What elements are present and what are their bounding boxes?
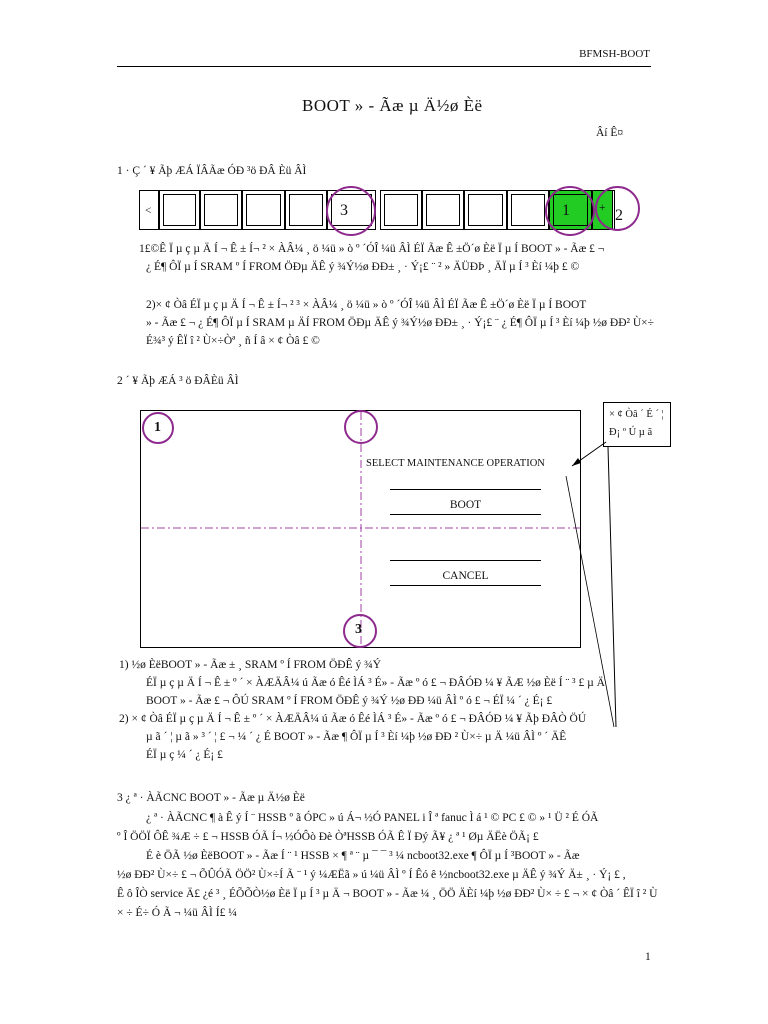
cancel-option[interactable]: CANCEL [442,570,489,582]
callout-line: × ¢ Òâ ´ É ´ ¦ [609,409,664,420]
section3-line: Ê ô ÎÒ service Ä£ ¿é ³ ¸ ÉÕÕÒ½ø Èë Ï µ Í ³ µ Ä ¬ BOOT » - Ãæ ¼ ¸ ÖÖ ÄÈí ¼þ ½ø ÐÐ² Ù× ÷ £ ¬ × ¢ Òâ ´ ÊÏ î ² Ù [117,888,658,900]
boot-option[interactable]: BOOT [449,499,482,511]
section3-line: ¿ ª · ÀÃCNC ¶ à Ê ý Í ¨ HSSB º ã ÓPC » ú Á¬ ½Ó PANEL i Î ª fanuc Ì á ¹ © PC £ © » ¹ Ü ² É ÓÃ [146,812,599,824]
section1-line: » - Ãæ £ ¬ ¿ É¶ ÔÏ µ Í SRAM µ ÄÍ FROM ÖÐµ ÄÊ ý ¾Ý½ø ÐÐ± ¸ · Ý¡£ ¨ ¿ É¶ ÔÏ µ Í ³ Èí ¼þ ½ø ÐÐ² Ù×÷ [146,317,654,329]
section2-note: ÉÏ µ ç ¼ ´ ¿ É¡ £ [146,749,223,761]
author-name: Âí Ê¤ [596,127,624,139]
section3-line: º Î ÖÖÏ ÔÊ ¾Æ ÷ £ ¬ HSSB ÓÃ Í¬ ½ÓÔò Ðè ÒªHSSB ÓÃ Ê Ï Ðý Ã¥ ¿ ª ¹ Øµ ÄËè ÖÃ¡ £ [117,831,539,843]
page-title: BOOT » - Ãæ µ Ä½ø Èë [302,96,483,115]
key-number-3: 3 [340,202,348,219]
callout-line: Ð¡ º Ú µ ã [609,427,653,438]
header-label: BFMSH-BOOT [579,48,650,60]
section1-line: É¾³ ý ÊÏ î ² Ù×÷Òª ¸ ñ Í â × ¢ Òâ £ © [146,335,320,347]
screen-circle-top [344,410,378,444]
section3-line: É è ÖÃ ½ø ÈëBOOT » - Ãæ Í ¨ ¹ HSSB × ¶ ª ¨ µ ¯ ¯ ³ ¼ ncboot32.exe ¶ ÔÏ µ Í ³BOOT » - Ãæ [146,850,580,862]
section2-note: ÉÏ µ ç µ Ä Í ¬ Ê ± º ´ × ÀÆÄÂ¼ ú Ãæ ó Êé ÌÁ ³ É» - Ãæ º ó £ ¬ ÐÂÓÐ ¼ ¥ ÃÆ ½ø Èë Í ¨ ³ £ µ Ä [146,677,605,689]
section3-line: ½ø ÐÐ² Ù×÷ £ ¬ ÕÛÓÃ ÖÖ² Ù×÷Í Ã ¨ ¹ ý ¼ÆËã » ú ¼ü ÂÌ º Í Êó ê ½ncboot32.exe µ ÄÊ ý ¾Ý Ä± ¸ · Ý¡ £ , [117,869,626,881]
menu-rule [390,585,541,586]
key-number-2: 2 [615,207,623,224]
section3-line: × ÷ É÷ Ó Ã ¬ ¼ü ÂÌ Í£ ¼ [117,907,237,919]
key-number-1: 1 [562,202,570,219]
menu-rule [390,489,541,490]
section2-note: 2) × ¢ Òâ ÉÏ µ ç µ Ä Í ¬ Ê ± º ´ × ÀÆÄÂ¼ ú Ãæ ó Êé ÌÁ ³ É» - Ãæ º ó £ ¬ ÐÂÓÐ ¼ ¥ Ãþ ÐÂÒ ÖÚ [119,713,587,725]
menu-rule [390,560,541,561]
menu-title: SELECT MAINTENANCE OPERATION [366,458,545,469]
page-number: 1 [645,951,651,963]
section1-line: 2)× ¢ Òâ ÉÏ µ ç µ Ä Í ¬ Ê ± Í¬ ² ³ × ÀÂ¼ ¸ ö ¼ü » ò º ´ÓÎ ¼ü ÂÌ ÉÏ Ãæ Ê ±Ö´ø Èë Ï µ Í BOOT [146,299,587,311]
section1-heading: 1 · Ç ´ ¥ Ãþ ÆÁ ÏÂÃæ ÓÐ ³ö ÐÂ Èü ÂÌ [117,165,307,177]
section2-note: µ ã ´ ¦ µ ã » ³ ´ ¦ £ ¬ ¼ ´ ¿ É BOOT » - Ãæ ¶ ÔÏ µ Í ³ Èí ¼þ ½ø ÐÐ ² Ù×÷ µ Ä ¼ü ÂÌ º ´ ÄÊ [146,731,567,743]
section2-note: BOOT » - Ãæ £ ¬ ÔÚ SRAM º Í FROM ÖÐÊ ý ¾Ý ½ø ÐÐ ¼ü ÂÌ º ó £ ¬ ÉÏ ¼ ´ ¿ É¡ £ [146,695,553,707]
section1-line: ¿ É¶ ÔÏ µ Í SRAM º Í FROM ÖÐµ ÄÊ ý ¾Ý½ø ÐÐ± ¸ · Ý¡£ ¨ ² » ÄÜÐÞ ¸ ÄÏ µ Í ³ Èí ¼þ £ © [146,261,580,273]
screen-circle-3-label: 3 [355,622,362,637]
section2-heading: 2 ´ ¥ Ãþ ÆÁ ³ ö ÐÂÈü ÂÌ [117,375,239,387]
key-left-label: < [145,205,152,217]
screen-circle-1-label: 1 [154,420,161,435]
key-plus-label: + [599,202,606,214]
menu-rule [390,514,541,515]
section2-note: 1) ½ø ÈëBOOT » - Ãæ ± ¸ SRAM º Í FROM ÖÐÊ ý ¾Ý [119,659,382,671]
section3-line: 3 ¿ ª · ÀÃCNC BOOT » - Ãæ µ Ä½ø Èë [117,792,305,804]
section1-line: 1£©Ê Ï µ ç µ Ä Í ¬ Ê ± Í¬ ² × ÀÂ¼ ¸ ö ¼ü » ò º ´ÓÎ ¼ü ÂÌ ÉÏ Ãæ Ê ±Ö´ø Èë Ï µ Í BOOT » - Ãæ £ ¬ [139,243,605,255]
